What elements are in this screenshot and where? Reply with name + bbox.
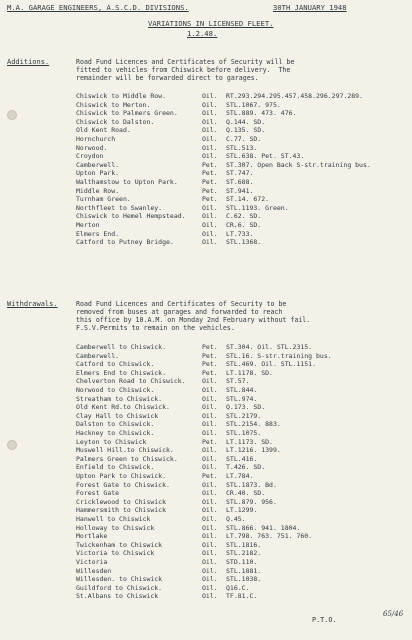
row-fuel-type: Pet.: [202, 351, 218, 360]
handwritten-mark: 65/46: [383, 610, 404, 618]
row-fleet-numbers: STL.844.: [226, 386, 258, 394]
row-place: Victoria to Chiswick: [76, 549, 155, 558]
row-fuel-type: Oil.: [202, 117, 218, 126]
row-fuel-type: Pet.: [202, 472, 218, 480]
withdrawal-row: [76, 343, 406, 352]
row-fuel-type: Oil.: [202, 143, 218, 152]
row-place: Hackney to Chiswick.: [76, 429, 155, 437]
row-fuel-type: Pet.: [202, 360, 218, 369]
row-fuel-type: Pet.: [202, 368, 218, 377]
withdrawal-row: [76, 455, 406, 464]
row-fleet-numbers: STL.638. Pet. ST.43.: [226, 152, 305, 161]
withdrawal-row: [76, 549, 406, 558]
row-place: Catford to Putney Bridge.: [76, 238, 174, 247]
row-fuel-type: Pet.: [202, 343, 218, 351]
row-place: Dalston to Chiswick.: [76, 420, 155, 429]
row-fleet-numbers: CR.6. SD.: [226, 221, 262, 229]
addition-row: [76, 178, 406, 187]
withdrawal-row: [76, 489, 406, 498]
withdrawal-row: [76, 481, 406, 490]
withdrawal-row: [76, 386, 406, 395]
addition-row: [76, 230, 406, 239]
row-fuel-type: Oil.: [202, 558, 218, 566]
withdrawal-row: [76, 352, 406, 361]
row-place: Catford to Chiswick.: [76, 360, 155, 369]
row-fuel-type: Oil.: [202, 100, 218, 109]
row-fuel-type: Oil.: [202, 420, 218, 429]
row-fleet-numbers: ST.304. Oil. STL.2315.: [226, 343, 313, 351]
addition-row: [76, 92, 406, 101]
row-place: Forest Gate to Chiswick.: [76, 480, 170, 489]
row-fuel-type: Oil.: [202, 403, 218, 412]
memo-date: 30TH JANUARY 1948: [273, 3, 347, 12]
addition-row: [76, 161, 406, 170]
row-fleet-numbers: C.77. SD.: [226, 135, 262, 143]
withdrawal-row: [76, 420, 406, 429]
row-fuel-type: Oil.: [202, 480, 218, 489]
row-place: Chiswick to Dalston.: [76, 117, 155, 126]
row-fuel-type: Oil.: [202, 532, 218, 541]
row-place: St.Albans to Chiswick: [76, 592, 159, 601]
row-fleet-numbers: Q.173. SD.: [226, 403, 266, 412]
withdrawal-row: [76, 369, 406, 378]
row-place: Norwood to Chiswick.: [76, 386, 155, 394]
row-fleet-numbers: STL.16. S-str.training bus.: [226, 351, 332, 360]
addition-row: [76, 118, 406, 127]
row-place: Walthamstow to Upton Park.: [76, 178, 178, 186]
row-fleet-numbers: LT.798. 763. 751. 760.: [226, 532, 313, 541]
row-place: Guildford to Chiswick.: [76, 583, 163, 592]
row-place: Streatham to Chiswick.: [76, 394, 163, 403]
row-fuel-type: Pet.: [202, 186, 218, 195]
row-fuel-type: Oil.: [202, 394, 218, 403]
row-place: Norwood.: [76, 143, 108, 152]
row-fleet-numbers: STL.2182.: [226, 549, 262, 558]
row-fleet-numbers: TF.81.C.: [226, 592, 258, 601]
row-fuel-type: Oil.: [202, 549, 218, 558]
row-fuel-type: Oil.: [202, 446, 218, 455]
document-title: VARIATIONS IN LICENSED FLEET.: [148, 19, 274, 28]
row-fuel-type: Oil.: [202, 515, 218, 523]
row-place: Chiswick to Merton.: [76, 100, 151, 109]
row-fleet-numbers: C.62. SD.: [226, 212, 262, 221]
row-fleet-numbers: STL.1816.: [226, 540, 262, 549]
department-heading: M.A. GARAGE ENGINEERS, A.S.C.D. DIVISIONS.: [7, 3, 189, 12]
row-place: Clay Hall to Chiswick: [76, 411, 159, 420]
document-reference: 1.2.48.: [187, 29, 218, 38]
row-fleet-numbers: STL.1193. Green.: [226, 203, 289, 212]
row-place: Leyton to Chiswick: [76, 437, 147, 446]
row-place: Forest Gate: [76, 489, 120, 498]
withdrawal-row: [76, 541, 406, 550]
row-place: Hanwell to Chiswick: [76, 515, 151, 523]
row-fuel-type: Oil.: [202, 463, 218, 472]
row-fuel-type: Oil.: [202, 221, 218, 229]
row-fuel-type: Oil.: [202, 203, 218, 212]
row-fuel-type: Oil.: [202, 238, 218, 247]
row-fleet-numbers: Q.135. SD.: [226, 126, 266, 135]
row-fuel-type: Oil.: [202, 489, 218, 498]
row-fleet-numbers: STL.974.: [226, 394, 258, 403]
withdrawal-row: [76, 438, 406, 447]
row-place: Elmers End.: [76, 229, 120, 238]
row-fleet-numbers: ST.307. Open Back S-str.training bus.: [226, 160, 371, 169]
addition-row: [76, 187, 406, 196]
row-fuel-type: Oil.: [202, 212, 218, 221]
row-place: Croydon: [76, 152, 104, 161]
row-place: Middle Row.: [76, 186, 120, 195]
withdrawals-intro: Road Fund Licences and Certificates of Security to be removed from buses at garages and forwarded to reach this office by 10.A.M. on Monday 2nd February without fail. F.S.V.Permits to remain on the vehicles.: [76, 300, 311, 332]
row-place: Muswell Hill.to Chiswick.: [76, 446, 174, 455]
row-fuel-type: Oil.: [202, 135, 218, 143]
addition-row: [76, 221, 406, 230]
row-place: Old Kent Rd.to Chiswick.: [76, 403, 170, 412]
row-fleet-numbers: STL.416.: [226, 454, 258, 463]
row-fleet-numbers: STL.1067. 975.: [226, 100, 281, 109]
row-fleet-numbers: STL.469. Oil. STL.1151.: [226, 360, 317, 369]
row-place: Chiswick to Middle Row.: [76, 92, 167, 100]
row-fleet-numbers: LT.1299.: [226, 506, 258, 515]
withdrawal-row: [76, 498, 406, 507]
row-place: Old Kent Road.: [76, 126, 131, 135]
row-fleet-numbers: ST.941.: [226, 186, 254, 195]
row-fuel-type: Oil.: [202, 229, 218, 238]
addition-row: [76, 109, 406, 118]
addition-row: [76, 101, 406, 110]
addition-row: [76, 135, 406, 144]
addition-row: [76, 152, 406, 161]
row-fleet-numbers: LT.1178. SD.: [226, 368, 273, 377]
addition-row: [76, 126, 406, 135]
row-place: Chelverton Road to Chiswick.: [76, 377, 186, 386]
row-fleet-numbers: STL.2179.: [226, 411, 262, 420]
row-fleet-numbers: STL.1873. Bd.: [226, 480, 277, 489]
row-place: Hammersmith to Chiswick: [76, 506, 167, 515]
withdrawal-row: [76, 472, 406, 481]
row-place: Willesden. to Chiswick: [76, 575, 163, 584]
addition-row: [76, 238, 406, 247]
row-fuel-type: Pet.: [202, 178, 218, 186]
punch-hole: [7, 110, 17, 120]
row-place: Camberwell.: [76, 351, 120, 360]
row-place: Hornchurch: [76, 135, 116, 143]
row-fleet-numbers: STL.513.: [226, 143, 258, 152]
withdrawal-row: [76, 506, 406, 515]
row-fleet-numbers: LT.1216. 1399.: [226, 446, 281, 455]
row-fleet-numbers: Q16.C.: [226, 583, 250, 592]
withdrawal-row: [76, 524, 406, 533]
row-place: Turnham Green.: [76, 195, 131, 204]
row-fuel-type: Oil.: [202, 92, 218, 100]
row-fleet-numbers: CR.40. SD.: [226, 489, 266, 498]
addition-row: [76, 169, 406, 178]
row-place: Chiswick to Hemel Hempstead.: [76, 212, 186, 221]
row-fuel-type: Oil.: [202, 152, 218, 161]
row-fuel-type: Oil.: [202, 592, 218, 601]
row-fleet-numbers: STL.2154. 883.: [226, 420, 281, 429]
row-place: Camberwell.: [76, 160, 120, 169]
addition-row: [76, 204, 406, 213]
row-fleet-numbers: ST.57.: [226, 377, 250, 386]
withdrawal-row: [76, 515, 406, 524]
withdrawal-row: [76, 592, 406, 601]
row-place: Twickenham to Chiswick: [76, 540, 163, 549]
row-place: Upton Park.: [76, 169, 120, 178]
row-place: Northfleet to Swanley.: [76, 203, 163, 212]
row-fuel-type: Oil.: [202, 454, 218, 463]
row-fuel-type: Oil.: [202, 497, 218, 506]
row-place: Cricklewood to Chiswick: [76, 497, 167, 506]
withdrawal-row: [76, 463, 406, 472]
row-fleet-numbers: STD.110.: [226, 558, 258, 566]
row-fuel-type: Oil.: [202, 411, 218, 420]
withdrawals-heading: Withdrawals.: [7, 300, 58, 308]
row-fleet-numbers: STL.866. 941. 1804.: [226, 523, 301, 532]
row-place: Enfield to Chiswick.: [76, 463, 155, 472]
row-fuel-type: Pet.: [202, 437, 218, 446]
row-fuel-type: Oil.: [202, 126, 218, 135]
withdrawal-row: [76, 360, 406, 369]
row-fleet-numbers: STL.889. 473. 476.: [226, 109, 297, 118]
row-fleet-numbers: STL.879. 956.: [226, 497, 277, 506]
row-place: Palmers Green to Chiswick.: [76, 454, 178, 463]
row-fuel-type: Oil.: [202, 386, 218, 394]
withdrawal-row: [76, 532, 406, 541]
addition-row: [76, 144, 406, 153]
row-place: Holloway to Chiswick: [76, 523, 155, 532]
row-fleet-numbers: ST.14. 672.: [226, 195, 270, 204]
row-fuel-type: Oil.: [202, 583, 218, 592]
row-fuel-type: Oil.: [202, 540, 218, 549]
row-fuel-type: Oil.: [202, 506, 218, 515]
row-fuel-type: Oil.: [202, 523, 218, 532]
row-fleet-numbers: STL.1038.: [226, 575, 262, 584]
row-fleet-numbers: T.426. SD.: [226, 463, 266, 472]
row-fuel-type: Oil.: [202, 109, 218, 118]
row-fleet-numbers: LT.784.: [226, 472, 254, 480]
row-fuel-type: Pet.: [202, 195, 218, 204]
row-place: Mortlake: [76, 532, 108, 541]
row-fleet-numbers: Q.45.: [226, 515, 246, 523]
withdrawal-row: [76, 412, 406, 421]
row-fleet-numbers: LT.733.: [226, 229, 254, 238]
row-fuel-type: Oil.: [202, 566, 218, 575]
additions-heading: Additions.: [7, 58, 50, 66]
row-fuel-type: Oil.: [202, 429, 218, 437]
punch-hole: [7, 440, 17, 450]
row-place: Camberwell to Chiswick.: [76, 343, 167, 351]
row-place: Willesden: [76, 566, 112, 575]
row-fleet-numbers: RT.293.294.295.457.458.296.297.289.: [226, 92, 363, 100]
withdrawal-row: [76, 584, 406, 593]
row-fleet-numbers: STL.1368.: [226, 238, 262, 247]
withdrawal-row: [76, 403, 406, 412]
row-fuel-type: Oil.: [202, 575, 218, 584]
addition-row: [76, 212, 406, 221]
row-fuel-type: Pet.: [202, 160, 218, 169]
additions-intro: Road Fund Licences and Certificates of Security will be fitted to vehicles from Chiswick before delivery. The remainder will be forwarded direct to garages.: [76, 58, 295, 82]
withdrawal-row: [76, 395, 406, 404]
withdrawal-row: [76, 377, 406, 386]
row-fuel-type: Pet.: [202, 169, 218, 178]
row-fleet-numbers: STL.1881.: [226, 566, 262, 575]
row-fleet-numbers: ST.747.: [226, 169, 254, 178]
row-place: Upton Park to Chiswick.: [76, 472, 167, 480]
row-place: Elmers End to Chiswick.: [76, 368, 167, 377]
row-place: Chiswick to Palmers Green.: [76, 109, 178, 118]
withdrawal-row: [76, 558, 406, 567]
withdrawal-row: [76, 575, 406, 584]
page-turn-note: P.T.O.: [312, 616, 337, 624]
withdrawal-row: [76, 567, 406, 576]
row-fuel-type: Oil.: [202, 377, 218, 386]
row-fleet-numbers: Q.144. SD.: [226, 117, 266, 126]
addition-row: [76, 195, 406, 204]
row-fleet-numbers: STL.1075.: [226, 429, 262, 437]
row-fleet-numbers: ST.688.: [226, 178, 254, 186]
row-place: Victoria: [76, 558, 108, 566]
withdrawal-row: [76, 446, 406, 455]
row-place: Merton: [76, 221, 100, 229]
row-fleet-numbers: LT.1173. SD.: [226, 437, 273, 446]
withdrawal-row: [76, 429, 406, 438]
